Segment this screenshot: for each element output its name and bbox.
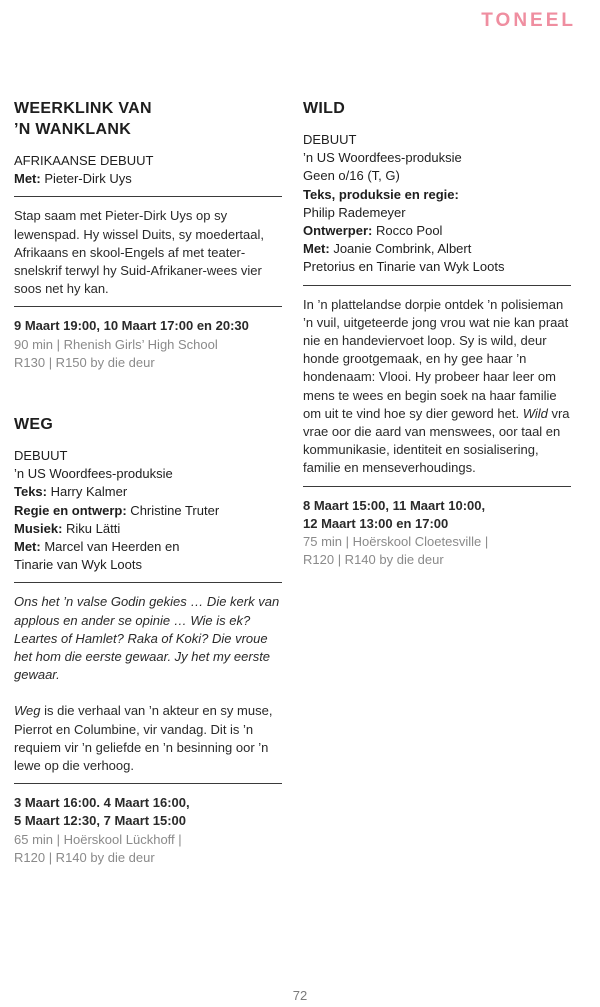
description-paragraph: Stap saam met Pieter-Dirk Uys op sy lewenspad. Hy wissel Duits, sy moedertaal, Afrikaans en skool-Engels af met teater-snelskrif terwyl hy Suid-Afrikaner-wees vier soos net hy kan.: [14, 208, 264, 297]
credit-value: DEBUUT: [14, 448, 68, 464]
credit-line: [303, 167, 571, 185]
venue-info: 90 min | Rhenish Girls’ High School: [14, 336, 218, 352]
show-weerklink: [14, 98, 282, 372]
credit-label: Regie en ontwerp:: [14, 502, 127, 518]
left-column: [14, 98, 282, 909]
divider: [303, 285, 571, 286]
credit-value: DEBUUT: [303, 132, 357, 147]
performance-dates: [303, 497, 571, 533]
credits: [303, 131, 571, 277]
credit-line: [14, 538, 282, 556]
description: [14, 593, 282, 775]
credit-label: Met:: [14, 539, 41, 555]
credit-value: ’n US Woordfees-produksie: [14, 466, 173, 482]
divider: [14, 582, 282, 583]
credit-line: [14, 152, 282, 170]
credit-label: Teks, produksie en regie:: [303, 186, 459, 202]
description: [303, 296, 571, 478]
show-weg: [14, 414, 282, 867]
credit-line: [303, 131, 571, 149]
divider: [14, 306, 282, 307]
description-text: vra vrae oor die aard van menswees, oor taal en kommunikasie, identiteit en sosialisering, familie en menseverhoudings.: [303, 405, 570, 476]
credit-value: Tinarie van Wyk Loots: [14, 557, 143, 573]
credit-line: [303, 240, 571, 258]
credit-line: [303, 204, 571, 222]
show-title: [14, 98, 282, 140]
credit-line: [14, 170, 282, 188]
page-number: 72: [292, 988, 308, 1003]
show-title: WILD: [303, 100, 346, 117]
credit-line: [303, 258, 571, 276]
show-name-em: Wild: [522, 405, 548, 421]
credit-line: [14, 556, 282, 574]
credits: [14, 152, 282, 188]
description-paragraph: [303, 296, 571, 478]
credit-line: [14, 483, 282, 501]
show-title-line: WEERKLINK VAN: [14, 100, 152, 117]
credit-value: Joanie Combrink, Albert: [329, 241, 472, 257]
credit-value: Christine Truter: [126, 502, 220, 518]
venue-info: 75 min | Hoërskool Cloetesville |: [303, 534, 489, 550]
credit-value: Harry Kalmer: [47, 484, 128, 500]
credit-value: AFRIKAANSE DEBUUT: [14, 153, 154, 168]
credit-label: Musiek:: [14, 520, 63, 536]
show-title-line: ’N WANKLANK: [14, 121, 132, 138]
ticket-price: R130 | R150 by die deur: [14, 354, 155, 370]
credits: [14, 447, 282, 574]
show-wild: [303, 98, 571, 569]
description-text: In ’n plattelandse dorpie ontdek ’n polisieman ’n vuil, uitgeteerde jong vrou wat nie kan praat nie en handeviervoet loop. Sy is wild, deur honde grootgemaak, en hy gee haar ’n hondenaam: Vlooi. Hy probeer haar leer om mens te wees en begin soek na haar familie om uit te vind hoe sy dier geword het.: [303, 296, 569, 421]
show-name-em: Weg: [14, 703, 41, 719]
divider: [303, 486, 571, 487]
credit-label: Ontwerper:: [303, 223, 373, 239]
credit-value: Geen o/16 (T, G): [303, 168, 400, 184]
credit-line: [303, 149, 571, 167]
credit-line: [303, 186, 571, 204]
credit-value: Philip Rademeyer: [303, 204, 406, 220]
show-title: WEG: [14, 416, 54, 434]
right-column: [303, 98, 571, 611]
credit-value: Rocco Pool: [372, 223, 443, 239]
dates-line: 5 Maart 12:30, 7 Maart 15:00: [14, 813, 186, 829]
credit-line: [14, 502, 282, 520]
credit-value: Riku Lätti: [62, 520, 121, 536]
description-paragraph: [14, 702, 282, 775]
credit-value: Marcel van Heerden en: [40, 539, 180, 555]
divider: [14, 196, 282, 197]
venue-info: 65 min | Hoërskool Lückhoff |: [14, 831, 182, 847]
credit-label: Met:: [14, 171, 41, 187]
ticket-price: R120 | R140 by die deur: [14, 849, 155, 865]
divider: [14, 783, 282, 784]
quote-text: Ons het ’n valse Godin gekies … Die kerk van applous en ander se opinie … Wie is ek? Leartes of Hamlet? Raka of Koki? Die vroue het hom die eerste gewaar. Jy het my eerste gewaar.: [14, 594, 280, 683]
credit-line: [14, 520, 282, 538]
credit-value: Pretorius en Tinarie van Wyk Loots: [303, 259, 505, 275]
dates-line: 8 Maart 15:00, 11 Maart 10:00,: [303, 497, 486, 513]
performance-dates: 9 Maart 19:00, 10 Maart 17:00 en 20:30: [14, 318, 249, 334]
credit-line: [303, 222, 571, 240]
dates-line: 3 Maart 16:00. 4 Maart 16:00,: [14, 795, 190, 811]
section-label: TONEEL: [481, 10, 576, 31]
description-text: is die verhaal van ’n akteur en sy muse, Pierrot en Columbine, vir vandag. Dit is ’n requiem vir ’n geliefde en ’n besinning oor ’n lewe op die verhoog.: [14, 703, 273, 774]
description: [14, 207, 282, 298]
credit-line: [14, 465, 282, 483]
credit-label: Teks:: [14, 484, 47, 500]
dates-line: 12 Maart 13:00 en 17:00: [303, 515, 449, 531]
credit-label: Met:: [303, 241, 330, 257]
quote-paragraph: [14, 593, 282, 684]
performance-dates: [14, 794, 282, 830]
credit-value: Pieter-Dirk Uys: [40, 171, 132, 187]
ticket-price: R120 | R140 by die deur: [303, 552, 444, 568]
credit-line: [14, 447, 282, 465]
credit-value: ’n US Woordfees-produksie: [303, 150, 462, 166]
